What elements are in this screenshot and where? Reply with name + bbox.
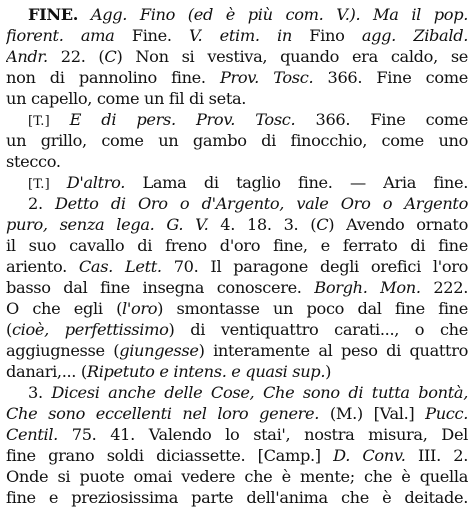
text-line	[6, 382, 468, 404]
headword: FINE.	[28, 5, 79, 24]
text-line	[6, 403, 468, 425]
text-run: basso dal fine insegna conoscere.	[6, 278, 315, 297]
text-run: stecco.	[6, 152, 61, 171]
italic-run: giungesse	[119, 341, 199, 360]
italic-run: Andr.	[6, 47, 48, 66]
text-line	[6, 466, 468, 488]
text-run: III. 2.	[405, 446, 468, 465]
text-run: un capello, come un fil di seta.	[6, 89, 247, 108]
text-run: 22. (	[47, 47, 105, 66]
italic-run: l'oro	[122, 299, 158, 318]
text-run: danari,... (	[6, 362, 87, 381]
italic-run: cioè, perfettissimo	[11, 320, 169, 339]
text-line	[6, 25, 468, 47]
italic-run: Dicesi anche delle Cose, Che sono di tutta bontà,	[51, 383, 468, 402]
text-run: 70. Il paragone degli orefici l'oro	[161, 257, 468, 276]
italic-run: C	[316, 215, 329, 234]
italic-run: agg. Zibald.	[361, 26, 468, 45]
italic-run: Prov. Tosc.	[219, 68, 314, 87]
text-line	[6, 487, 468, 509]
text-line	[6, 298, 468, 320]
text-line	[6, 172, 468, 194]
text-run: 3.	[28, 383, 52, 402]
text-line	[6, 319, 468, 341]
text-line	[6, 235, 468, 257]
text-line	[6, 151, 468, 173]
text-run: ) smontasse un poco dal fine fine	[157, 299, 468, 318]
text-run: Onde si puote omai vedere che è mente; che è quella	[6, 467, 468, 486]
text-run: un grillo, come un gambo di finocchio, come uno	[6, 131, 468, 150]
text-line	[6, 340, 468, 362]
text-line	[6, 214, 468, 236]
text-run: ) di ventiquattro carati..., o che	[168, 320, 468, 339]
italic-run: Ripetuto e intens. e quasi sup.	[86, 362, 326, 381]
editor-mark: [T.]	[28, 177, 67, 192]
text-run: ) Non si vestiva, quando era caldo, se	[116, 47, 468, 66]
text-run	[78, 5, 91, 24]
text-line	[6, 277, 468, 299]
text-run: O che egli (	[6, 299, 123, 318]
text-run: il suo cavallo di freno d'oro fine, e ferrato di fine	[6, 236, 468, 255]
italic-run: Pucc.	[425, 404, 468, 423]
text-run: fine grano soldi diciassette. [Camp.]	[6, 446, 334, 465]
text-run: fine e preziosissima parte dell'anima che è deitade.	[6, 488, 468, 507]
text-run: aggiugnesse (	[6, 341, 120, 360]
text-run: 366. Fine come	[313, 68, 468, 87]
text-run: Fino	[291, 26, 362, 45]
editor-mark: [T.]	[28, 114, 70, 129]
text-run: 366. Fine come	[295, 110, 468, 129]
text-run: 4. 18. 3. (	[208, 215, 317, 234]
italic-run: V. etim. in	[189, 26, 292, 45]
text-run: non di pannolino fine.	[6, 68, 220, 87]
text-run: ) interamente al peso di quattro	[198, 341, 468, 360]
text-line	[6, 193, 468, 215]
italic-run: fiorent. ama	[6, 26, 115, 45]
text-run: 75. 41. Valendo lo stai', nostra misura, Del	[57, 425, 468, 444]
dictionary-entry	[6, 4, 468, 507]
italic-run: Cas. Lett.	[78, 257, 162, 276]
text-line	[6, 4, 468, 26]
text-run: Fine.	[114, 26, 189, 45]
text-run: ariento.	[6, 257, 79, 276]
text-line	[6, 109, 468, 131]
text-run: ) Avendo ornato	[328, 215, 468, 234]
text-run: Lama di taglio fine. — Aria fine.	[125, 173, 468, 192]
italic-run: D. Conv.	[333, 446, 406, 465]
text-line	[6, 445, 468, 467]
text-line	[6, 130, 468, 152]
italic-run: Detto di Oro o d'Argento, vale Oro o Argento	[55, 194, 468, 213]
text-run: (M.) [Val.]	[319, 404, 426, 423]
italic-run: D'altro.	[66, 173, 126, 192]
italic-run: Borgh. Mon.	[314, 278, 421, 297]
italic-run: Agg. Fino (ed è più com. V.). Ma il pop.	[90, 5, 468, 24]
text-line	[6, 46, 468, 68]
italic-run: Centil.	[6, 425, 58, 444]
text-line	[6, 424, 468, 446]
text-line	[6, 67, 468, 89]
text-line	[6, 256, 468, 278]
italic-run: E di pers. Prov. Tosc.	[69, 110, 296, 129]
text-run: )	[325, 362, 332, 381]
text-run: 222.	[420, 278, 468, 297]
text-run: (	[6, 320, 12, 339]
italic-run: Che sono eccellenti nel loro genere.	[6, 404, 320, 423]
italic-run: C	[104, 47, 117, 66]
text-line	[6, 361, 468, 383]
italic-run: puro, senza lega. G. V.	[6, 215, 209, 234]
text-line	[6, 88, 468, 110]
text-run: 2.	[28, 194, 56, 213]
